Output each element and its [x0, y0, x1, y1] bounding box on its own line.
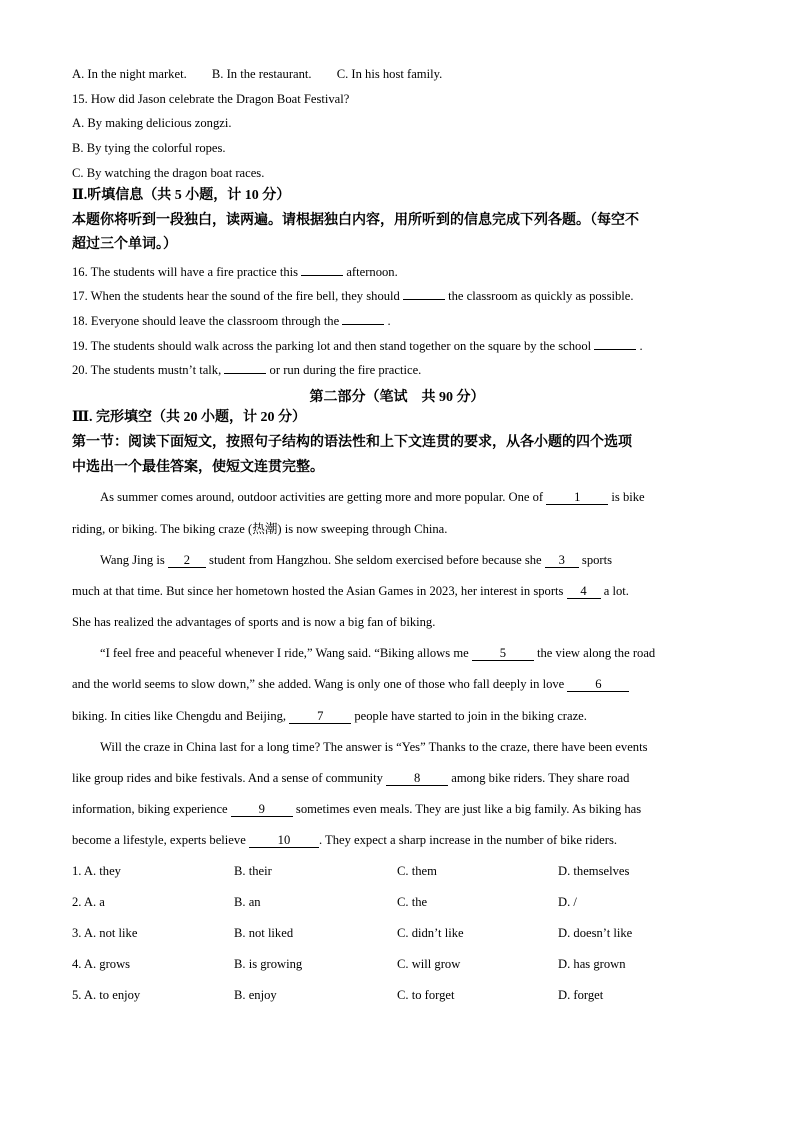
blank-3[interactable]: 3	[545, 554, 579, 568]
section2-heading: Ⅱ.听填信息（共 5 小题，计 10 分）	[72, 188, 291, 203]
question-16	[72, 264, 398, 280]
question-19	[72, 338, 643, 354]
passage-line	[100, 552, 612, 568]
q15-option-a: A. By making delicious zongzi.	[72, 116, 232, 130]
option-c: C. In his host family.	[336, 67, 443, 81]
choice-b[interactable]: B. enjoy	[234, 988, 277, 1002]
choice-a[interactable]: 5. A. to enjoy	[72, 988, 141, 1002]
q15-option-c: C. By watching the dragon boat races.	[72, 166, 265, 180]
choice-c[interactable]: C. will grow	[397, 957, 461, 971]
q17-blank[interactable]	[403, 299, 445, 300]
blank-1[interactable]: 1	[546, 491, 608, 505]
passage-line: Will the craze in China last for a long time? The answer is “Yes” Thanks to the craze, there have been events	[100, 740, 648, 754]
choice-b[interactable]: B. their	[234, 864, 272, 878]
q18-text: 18. Everyone should leave the classroom through the	[72, 314, 343, 328]
option-a: A. In the night market.	[72, 67, 187, 81]
blank-2[interactable]: 2	[168, 554, 206, 568]
passage-text: is bike	[608, 490, 645, 504]
question-17	[72, 288, 634, 304]
choice-a[interactable]: 3. A. not like	[72, 926, 138, 940]
q16-blank[interactable]	[301, 275, 343, 276]
passage-line	[72, 770, 629, 786]
blank-6[interactable]: 6	[567, 678, 629, 692]
passage-text: student from Hangzhou. She seldom exercised before because she	[205, 553, 545, 567]
blank-4[interactable]: 4	[567, 585, 601, 599]
passage-line	[72, 583, 629, 599]
q16-text-end: afternoon.	[343, 265, 398, 279]
q14-options	[72, 66, 442, 82]
passage-text: the view along the road	[533, 646, 656, 660]
passage-text: sports	[578, 553, 613, 567]
passage-line: She has realized the advantages of sports and is now a big fan of biking.	[72, 615, 436, 629]
passage-line	[72, 676, 629, 692]
q20-text: 20. The students mustn’t talk,	[72, 363, 225, 377]
choice-d[interactable]: D. themselves	[558, 864, 630, 878]
q15-question: 15. How did Jason celebrate the Dragon Boat Festival?	[72, 92, 350, 106]
passage-text: sometimes even meals. They are just like a big family. As biking has	[292, 802, 642, 816]
blank-10[interactable]: 10	[249, 834, 319, 848]
q19-blank[interactable]	[594, 349, 636, 350]
option-b: B. In the restaurant.	[211, 67, 312, 81]
blank-8[interactable]: 8	[386, 772, 448, 786]
q20-text-end: or run during the fire practice.	[266, 363, 422, 377]
choice-a[interactable]: 2. A. a	[72, 895, 105, 909]
q15-option-b: B. By tying the colorful ropes.	[72, 141, 226, 155]
section2-instruction-line2: 超过三个单词。）	[72, 237, 177, 252]
passage-text: Wang Jing is	[100, 553, 168, 567]
question-18	[72, 313, 391, 329]
question-20	[72, 362, 421, 378]
choice-d[interactable]: D. has grown	[558, 957, 626, 971]
choice-b[interactable]: B. is growing	[234, 957, 303, 971]
choice-c[interactable]: C. didn’t like	[397, 926, 464, 940]
passage-line	[72, 832, 617, 848]
choice-c[interactable]: C. them	[397, 864, 437, 878]
blank-5[interactable]: 5	[472, 647, 534, 661]
choice-a[interactable]: 4. A. grows	[72, 957, 131, 971]
choice-b[interactable]: B. an	[234, 895, 261, 909]
q16-text: 16. The students will have a fire practice this	[72, 265, 302, 279]
passage-text: become a lifestyle, experts believe	[72, 833, 249, 847]
q18-text-end: .	[384, 314, 391, 328]
choice-d[interactable]: D. /	[558, 895, 577, 909]
choice-c[interactable]: C. the	[397, 895, 428, 909]
choice-a[interactable]: 1. A. they	[72, 864, 121, 878]
section3-heading: Ⅲ. 完形填空（共 20 小题，计 20 分）	[72, 410, 307, 425]
choice-d[interactable]: D. forget	[558, 988, 604, 1002]
passage-line	[100, 645, 655, 661]
part2-title: 第二部分（笔试 共 90 分）	[309, 390, 485, 405]
q20-blank[interactable]	[224, 373, 266, 374]
blank-9[interactable]: 9	[231, 803, 293, 817]
q19-text: 19. The students should walk across the parking lot and then stand together on the square by the school	[72, 339, 595, 353]
passage-text: among bike riders. They share road	[448, 771, 630, 785]
passage-line	[72, 708, 587, 724]
section3-instruction-line2: 中选出一个最佳答案，使短文连贯完整。	[72, 460, 324, 475]
choice-d[interactable]: D. doesn’t like	[558, 926, 633, 940]
q17-text-end: the classroom as quickly as possible.	[444, 289, 634, 303]
passage-text: and the world seems to slow down,” she added. Wang is only one of those who fall deeply in love	[72, 677, 568, 691]
q18-blank[interactable]	[342, 324, 384, 325]
choice-b[interactable]: B. not liked	[234, 926, 294, 940]
passage-text: much at that time. But since her hometown hosted the Asian Games in 2023, her interest in sports	[72, 584, 567, 598]
passage-line: riding, or biking. The biking craze (热潮) is now sweeping through China.	[72, 522, 448, 536]
passage-text: like group rides and bike festivals. And a sense of community	[72, 771, 387, 785]
section3-instruction-line1: 第一节：阅读下面短文，按照句子结构的语法性和上下文连贯的要求，从各小题的四个选项	[72, 435, 632, 450]
passage-text: biking. In cities like Chengdu and Beijing,	[72, 709, 290, 723]
q19-text-end: .	[636, 339, 643, 353]
passage-text: people have started to join in the biking craze.	[351, 709, 587, 723]
passage-text: As summer comes around, outdoor activities are getting more and more popular. One of	[100, 490, 547, 504]
q17-text: 17. When the students hear the sound of the fire bell, they should	[72, 289, 403, 303]
passage-text: a lot.	[600, 584, 629, 598]
section2-instruction-line1: 本题你将听到一段独白，读两遍。请根据独白内容，用所听到的信息完成下列各题。（每空不	[72, 213, 639, 228]
passage-text: information, biking experience	[72, 802, 231, 816]
passage-text: . They expect a sharp increase in the number of bike riders.	[318, 833, 617, 847]
blank-7[interactable]: 7	[289, 710, 351, 724]
passage-line	[72, 801, 641, 817]
passage-line	[100, 489, 645, 505]
passage-text: “I feel free and peaceful whenever I ride,” Wang said. “Biking allows me	[100, 646, 472, 660]
choice-c[interactable]: C. to forget	[397, 988, 455, 1002]
